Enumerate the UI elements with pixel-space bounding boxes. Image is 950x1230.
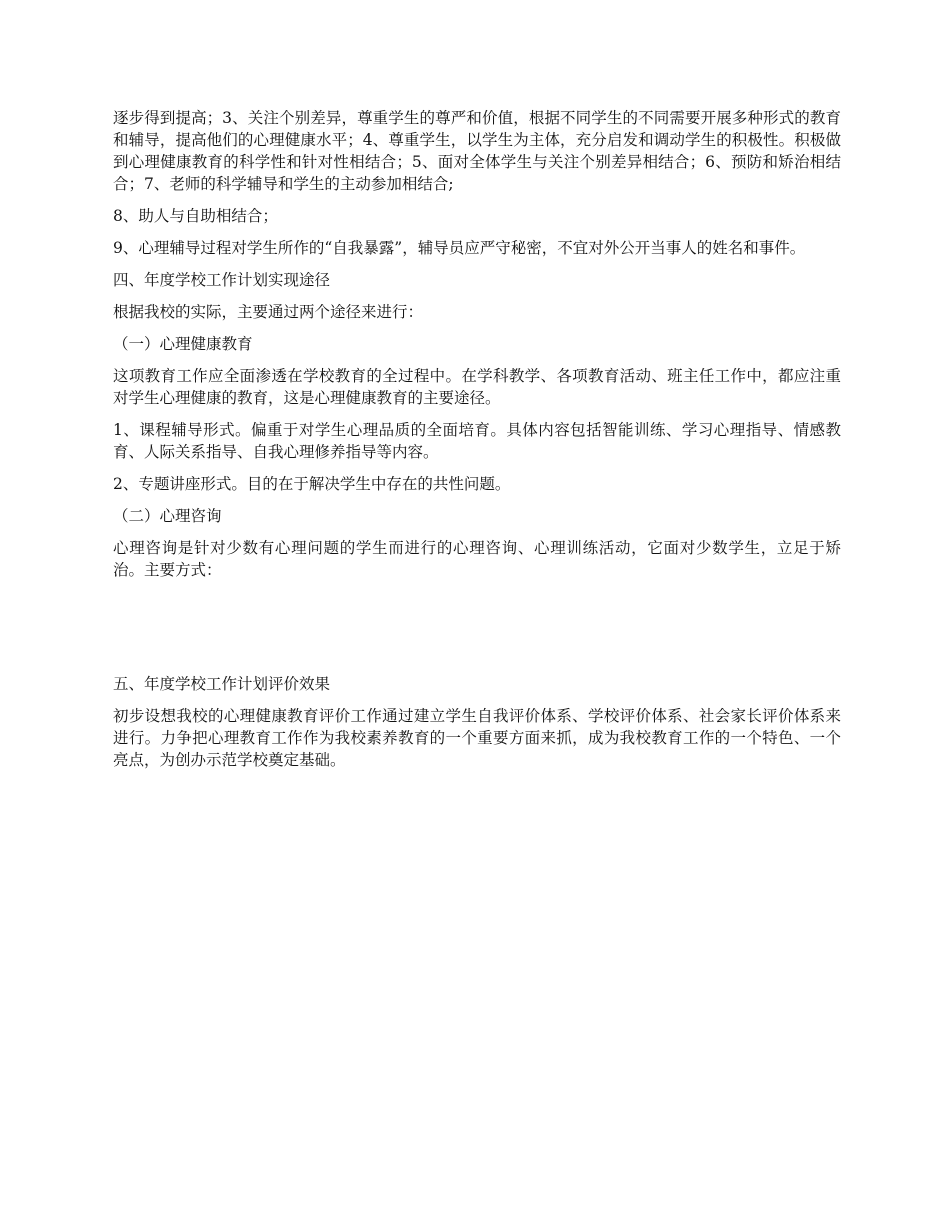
document-page bbox=[113, 107, 841, 781]
section-heading-4: 四、年度学校工作计划实现途径 bbox=[113, 271, 331, 289]
paragraph-course-guidance: 1、课程辅导形式。偏重于对学生心理品质的全面培育。具体内容包括智能训练、学习心理指导、情感教育、人际关系指导、自我心理修养指导等内容。 bbox=[113, 421, 841, 461]
paragraph-principle-9: 9、心理辅导过程对学生所作的“自我暴露”，辅导员应严守秘密，不宜对外公开当事人的姓名和事件。 bbox=[113, 239, 806, 257]
subheading-counseling: （二）心理咨询 bbox=[113, 507, 222, 525]
paragraph-counseling-overview: 心理咨询是针对少数有心理问题的学生而进行的心理咨询、心理训练活动，它面对少数学生，立足于矫治。主要方式： bbox=[113, 539, 841, 579]
paragraph-lectures: 2、专题讲座形式。目的在于解决学生中存在的共性问题。 bbox=[113, 475, 511, 493]
paragraph-evaluation: 初步设想我校的心理健康教育评价工作通过建立学生自我评价体系、学校评价体系、社会家长评价体系来进行。力争把心理教育工作作为我校素养教育的一个重要方面来抓，成为我校教育工作的一个特色、一个亮点，为创办示范学校奠定基础。 bbox=[113, 707, 841, 769]
section-heading-5: 五、年度学校工作计划评价效果 bbox=[113, 675, 331, 693]
blank-space bbox=[113, 591, 841, 673]
subheading-mental-health-education: （一）心理健康教育 bbox=[113, 335, 253, 353]
paragraph-intro-approaches: 根据我校的实际，主要通过两个途径来进行： bbox=[113, 303, 424, 321]
paragraph-principles-continued: 逐步得到提高；3、关注个别差异，尊重学生的尊严和价值，根据不同学生的不同需要开展多种形式的教育和辅导，提高他们的心理健康水平；4、尊重学生，以学生为主体，充分启发和调动学生的积极性。积极做到心理健康教育的科学性和针对性相结合；5、面对全体学生与关注个别差异相结合；6、预防和矫治相结合；7、老师的科学辅导和学生的主动参加相结合; bbox=[113, 109, 841, 193]
paragraph-education-overview: 这项教育工作应全面渗透在学校教育的全过程中。在学科教学、各项教育活动、班主任工作中，都应注重对学生心理健康的教育，这是心理健康教育的主要途径。 bbox=[113, 367, 841, 407]
paragraph-principle-8: 8、助人与自助相结合； bbox=[113, 207, 278, 225]
